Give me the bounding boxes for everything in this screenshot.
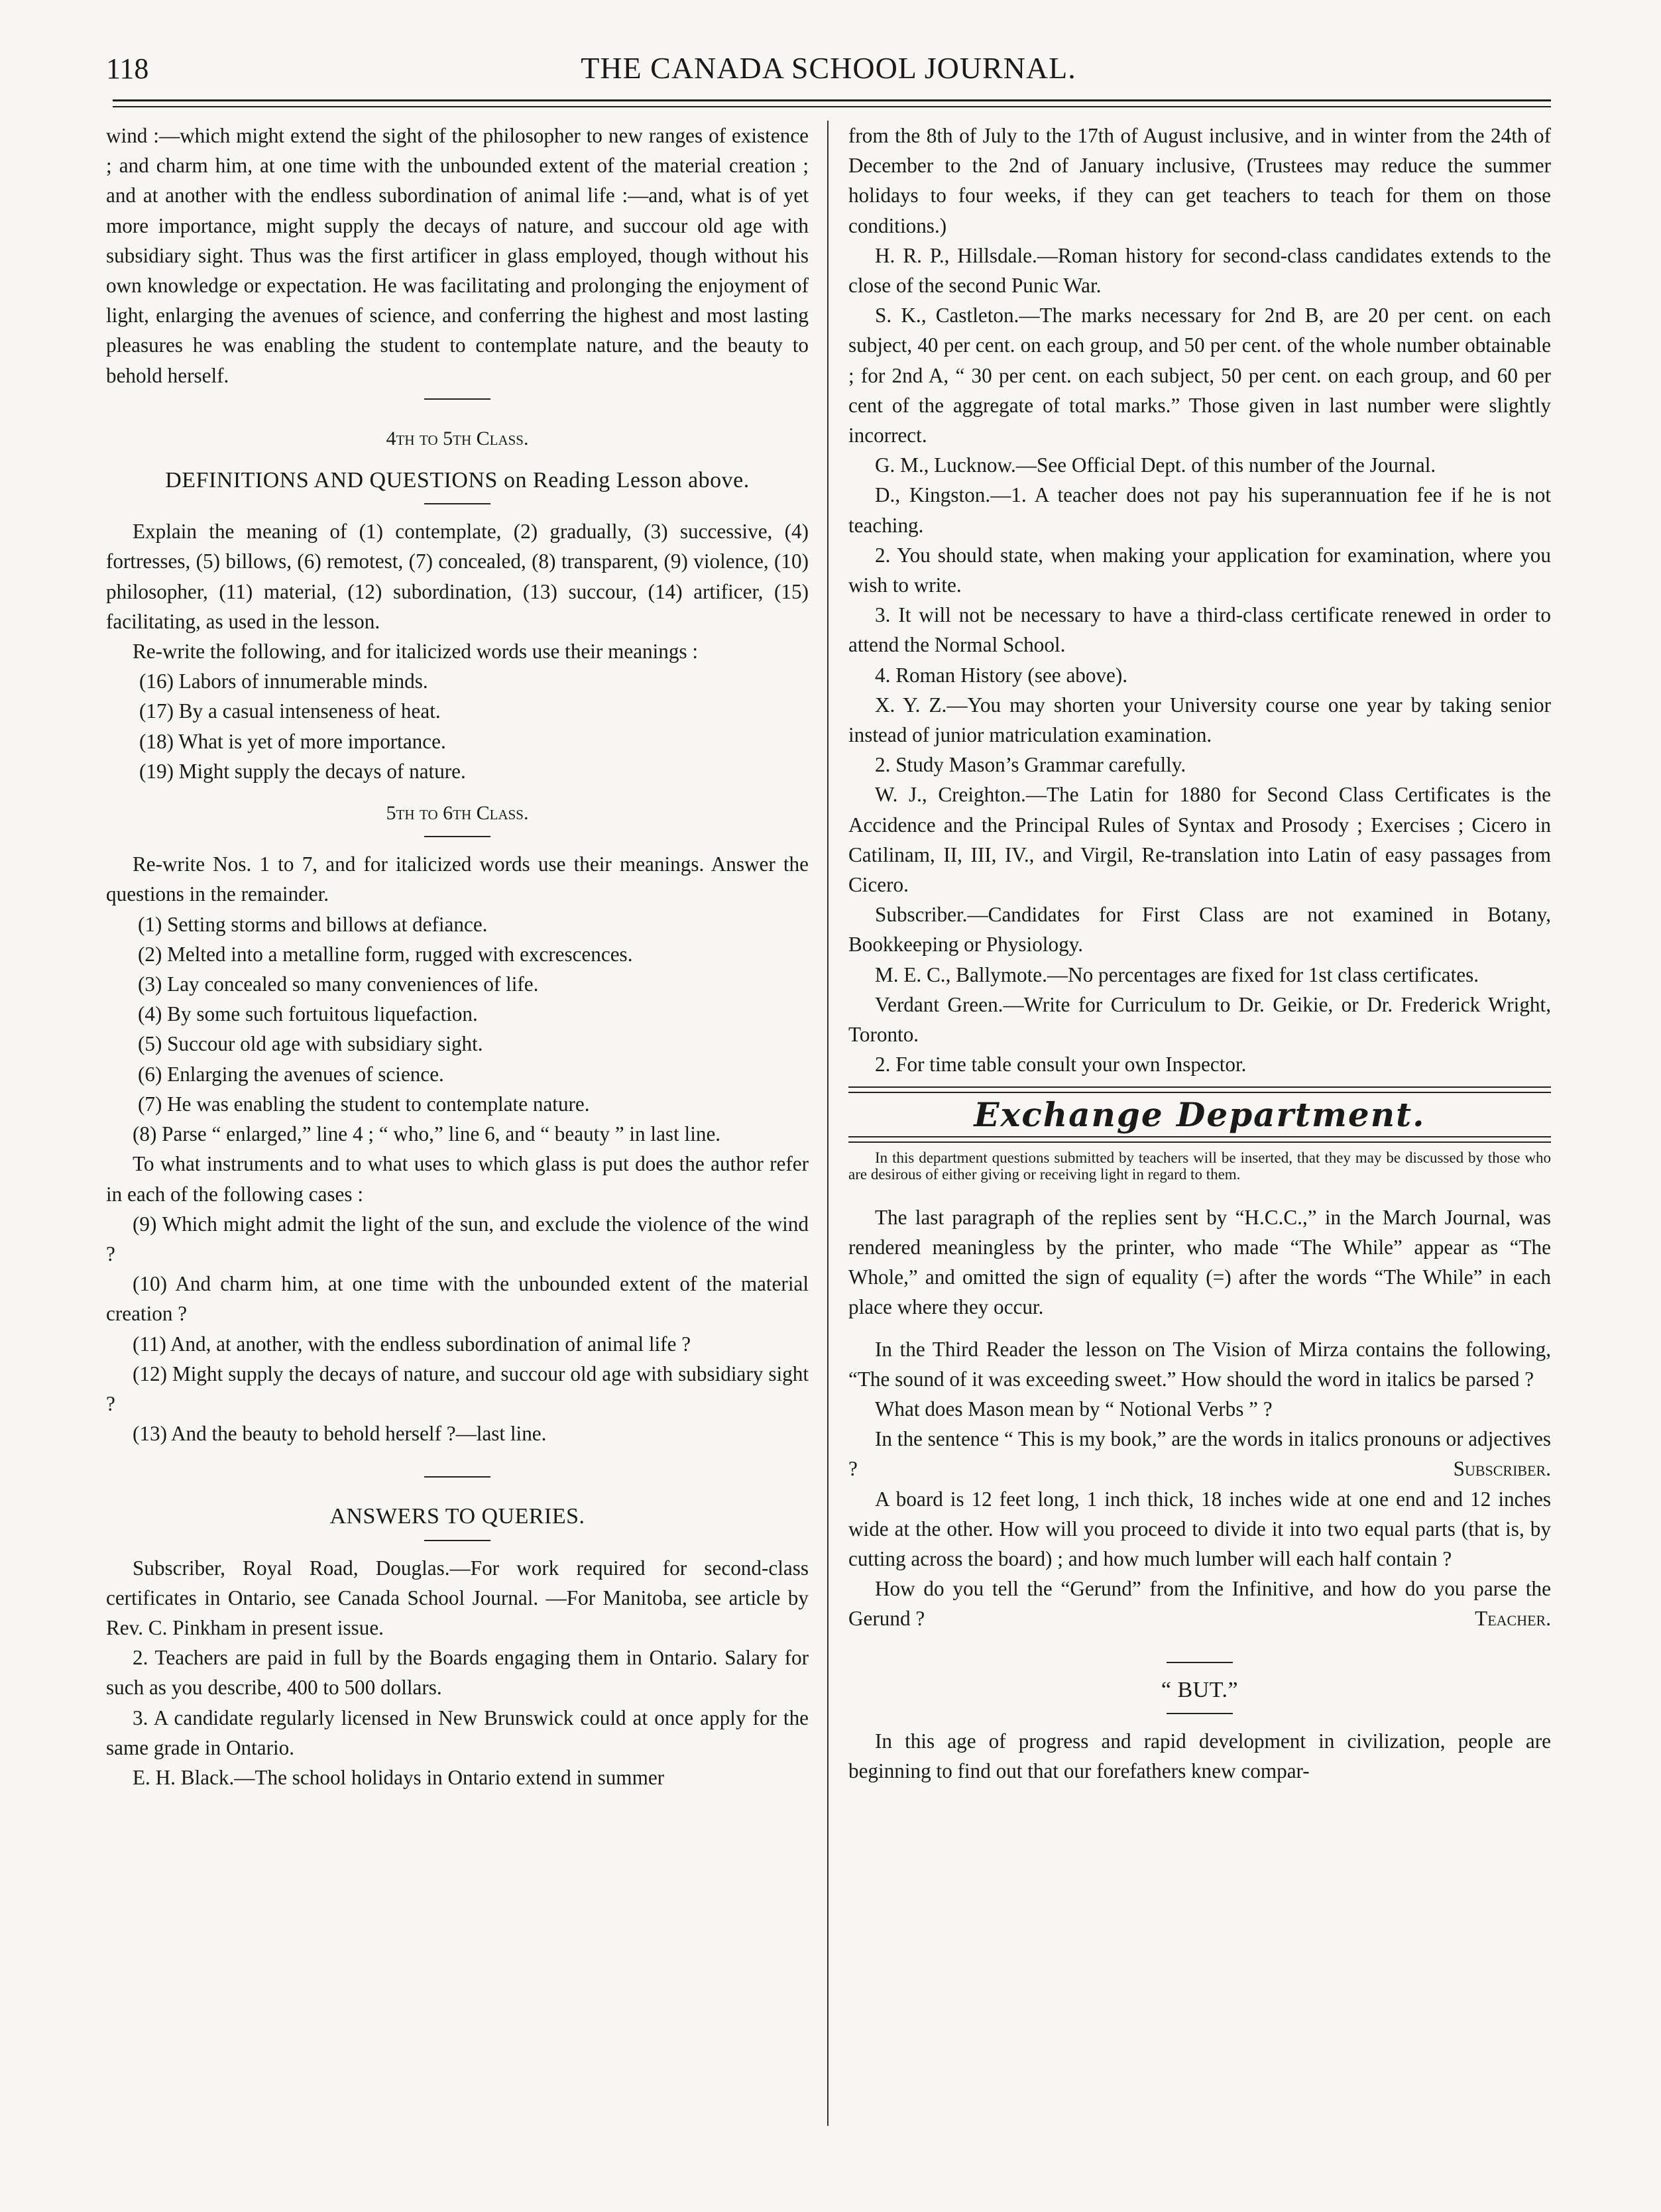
column-divider [827, 121, 829, 2126]
rewrite-instruction-2: Re-write Nos. 1 to 7, and for italicized words use their meanings. Answer the questions in the remainder. [106, 852, 809, 906]
answer-kingston-1: D., Kingston.—1. A teacher does not pay his superannuation fee if he is not teaching. [848, 483, 1551, 537]
exchange-gerund-question: How do you tell the “Gerund” from the Infinitive, and how do you parse the Gerund ? Teacher. [848, 1574, 1551, 1633]
explain-paragraph: Explain the meaning of (1) contemplate, (2) gradually, (3) successive, (4) fortresses, (5) billows, (6) remotest, (7) concealed, (8) transparent, (9) violence, (10) philosopher, (11) material, (12) subordination, (13) succour, (14) artificer, (15) facilitating, as used in the lesson. [106, 520, 809, 633]
exchange-mirza-question: In the Third Reader the lesson on The Vision of Mirza contains the following, “The sound of it was exceeding sweet.” How should the word in italics be parsed ? [848, 1337, 1551, 1391]
answer-subscriber-douglas: Subscriber, Royal Road, Douglas.—For work required for second-class certificates in Ontario, see Canada School Journal. —For Manitoba, see article by Rev. C. Pinkham in present issue. [106, 1556, 809, 1639]
exchange-notional-verbs: What does Mason mean by “ Notional Verbs ” ? [875, 1397, 1273, 1421]
short-rule [424, 398, 490, 400]
question-3: (3) Lay concealed so many conveniences of life. [138, 972, 539, 996]
answers-heading: ANSWERS TO QUERIES. [329, 1504, 585, 1529]
answer-kingston-2: 2. You should state, when making your application for examination, where you wish to write. [848, 543, 1551, 597]
question-2: (2) Melted into a metalline form, rugged with excrescences. [138, 942, 633, 966]
columns [106, 121, 1551, 2136]
question-4: (4) By some such fortuitous liquefaction. [138, 1002, 478, 1026]
short-rule [424, 1540, 490, 1541]
short-rule [424, 836, 490, 837]
exchange-printer-note: The last paragraph of the replies sent by “H.C.C.,” in the March Journal, was rendered meaningless by the printer, who made “The While” appear as “The Whole,” and omitted the sign of equality (=) after the words “The While” in each place where they occur. [848, 1205, 1551, 1319]
rewrite-instruction-1: Re-write the following, and for italicized words use their meanings : [133, 640, 699, 664]
exchange-pronouns-question: In the sentence “ This is my book,” are the words in italics pronouns or adjectives ? Subscriber. [848, 1424, 1551, 1484]
class-heading-5th-6th: 5th to 6th Class. [386, 802, 529, 825]
signature-subscriber: Subscriber. [1453, 1457, 1551, 1481]
header-rule-bottom [113, 106, 1551, 107]
answer-kingston-3: 3. It will not be necessary to have a third-class certificate renewed in order to attend the Normal School. [848, 603, 1551, 657]
answer-lucknow: G. M., Lucknow.—See Official Dept. of this number of the Journal. [875, 453, 1436, 477]
question-18: (18) What is yet of more importance. [139, 729, 446, 753]
holidays-continued: from the 8th of July to the 17th of August inclusive, and in winter from the 24th of December to the 2nd of January inclusive, (Trustees may reduce the summer holidays to four weeks, if they can get teachers to teach for them on those conditions.) [848, 124, 1551, 237]
question-6: (6) Enlarging the avenues of science. [138, 1062, 444, 1086]
answer-new-brunswick: 3. A candidate regularly licensed in New Brunswick could at once apply for the same grade in Ontario. [106, 1706, 809, 1759]
question-12: (12) Might supply the decays of nature, and succour old age with subsidiary sight ? [106, 1362, 809, 1415]
signature-teacher: Teacher. [1475, 1607, 1551, 1631]
instruments-question: To what instruments and to what uses to which glass is put does the author refer in each of the following cases : [106, 1152, 809, 1206]
right-column [848, 121, 1551, 1786]
answer-e-h-black: E. H. Black.—The school holidays in Ontario extend in summer [133, 1765, 665, 1789]
question-16: (16) Labors of innumerable minds. [139, 669, 428, 693]
answer-creighton: W. J., Creighton.—The Latin for 1880 for Second Class Certificates is the Accidence and the Principal Rules of Syntax and Prosody ; Exercises ; Cicero in Catilinam, II, III, IV., and Virgil, Re-translation into Latin of easy passages from Cicero. [848, 783, 1551, 897]
answer-teachers-paid: 2. Teachers are paid in full by the Boards engaging them in Ontario. Salary for such as you describe, 400 to 500 dollars. [106, 1646, 809, 1700]
question-5: (5) Succour old age with subsidiary sight. [138, 1032, 483, 1056]
short-rule [1167, 1662, 1233, 1663]
answer-verdant-green: Verdant Green.—Write for Curriculum to Dr. Geikie, or Dr. Frederick Wright, Toronto. [848, 992, 1551, 1047]
answer-ballymote: M. E. C., Ballymote.—No percentages are fixed for 1st class certificates. [875, 962, 1479, 986]
page-number: 118 [106, 52, 149, 85]
question-19: (19) Might supply the decays of nature. [139, 759, 466, 783]
exchange-notice: In this department questions submitted by teachers will be inserted, that they may be discussed by those who are desirous of either giving or receiving light in regard to them. [848, 1149, 1551, 1183]
left-column [106, 121, 809, 1792]
question-8: (8) Parse “ enlarged,” line 4 ; “ who,” line 6, and “ beauty ” in last line. [133, 1122, 721, 1146]
reading-lesson-end: wind :—which might extend the sight of the philosopher to new ranges of existence ; and charm him, at one time with the unbounded extent of the material creation ; and at another with the endless subordination of animal life :—and, what is of yet more importance, might supply the decays of nature, and succour old age with subsidiary sight. Thus was the first artificer in glass employed, though without his own knowledge or expectation. He was facilitating and prolonging the enjoyment of light, enlarging the avenues of science, and conferring the highest and most lasting pleasures he was enabling the student to contemplate nature, and the beauty to behold herself. [106, 124, 809, 387]
short-rule [424, 503, 490, 504]
but-heading: “ BUT.” [1161, 1677, 1239, 1702]
definitions-heading: DEFINITIONS AND QUESTIONS on Reading Lesson above. [165, 468, 750, 493]
answer-xyz-1: X. Y. Z.—You may shorten your University course one year by taking senior instead of junior matriculation examination. [848, 693, 1551, 747]
question-9: (9) Which might admit the light of the sun, and exclude the violence of the wind ? [106, 1212, 809, 1265]
but-paragraph: In this age of progress and rapid development in civilization, people are beginning to find out that our forefathers knew compar- [848, 1729, 1551, 1782]
exchange-board-question: A board is 12 feet long, 1 inch thick, 18 inches wide at one end and 12 inches wide at the other. How will you proceed to divide it into two equal parts (that is, by cutting across the board) ; and how much lumber will each half contain ? [848, 1487, 1551, 1570]
answer-hillsdale: H. R. P., Hillsdale.—Roman history for second-class candidates extends to the close of the second Punic War. [848, 243, 1551, 298]
question-17: (17) By a casual intenseness of heat. [139, 699, 441, 723]
header-rule-top [113, 99, 1551, 101]
answer-castleton: S. K., Castleton.—The marks necessary for 2nd B, are 20 per cent. on each subject, 40 per cent. on each group, and 50 per cent. of the whole number obtainable ; for 2nd A, “ 30 per cent. on each subject, 50 per cent. on each group, and 60 per cent of the aggregate of total marks.” Those given in last number were slightly incorrect. [848, 304, 1551, 447]
answer-xyz-2: 2. Study Mason’s Grammar carefully. [875, 753, 1186, 777]
question-11: (11) And, at another, with the endless subordination of animal life ? [133, 1332, 691, 1356]
section-double-rule [848, 1086, 1551, 1093]
short-rule [424, 1476, 490, 1478]
class-heading-4th-5th: 4th to 5th Class. [386, 427, 529, 449]
question-13: (13) And the beauty to behold herself ?—last line. [133, 1422, 547, 1446]
answer-time-table: 2. For time table consult your own Inspector. [875, 1053, 1247, 1077]
section-double-rule [848, 1136, 1551, 1143]
answer-subscriber: Subscriber.—Candidates for First Class are not examined in Botany, Bookkeeping or Physiology. [848, 903, 1551, 957]
short-rule [1167, 1713, 1233, 1714]
answer-kingston-4: 4. Roman History (see above). [875, 663, 1128, 687]
exchange-heading: Exchange Department. [974, 1094, 1426, 1134]
question-10: (10) And charm him, at one time with the unbounded extent of the material creation ? [106, 1272, 809, 1326]
question-1: (1) Setting storms and billows at defiance. [138, 912, 488, 936]
journal-title: THE CANADA SCHOOL JOURNAL. [581, 51, 1076, 85]
page-header [106, 48, 1551, 94]
question-7: (7) He was enabling the student to contemplate nature. [138, 1092, 590, 1116]
